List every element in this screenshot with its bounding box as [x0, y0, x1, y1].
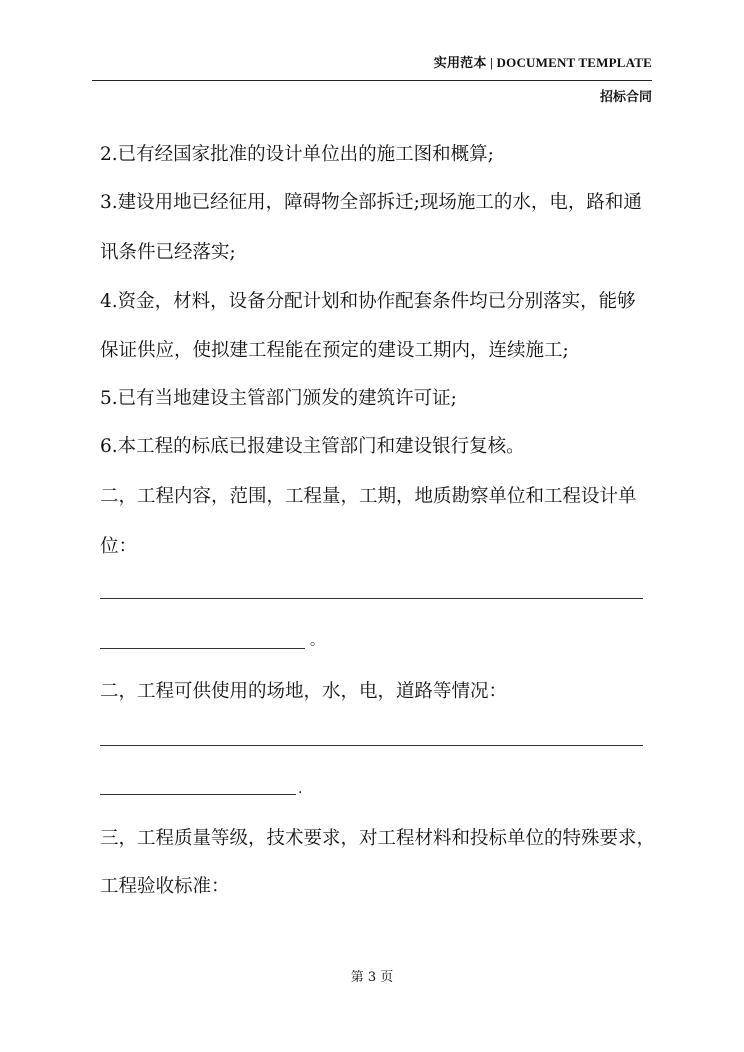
body-line-6: 5.已有当地建设主管部门颁发的建筑许可证;: [100, 388, 457, 409]
body-line-12: 工程验收标准：: [100, 876, 230, 897]
fill-in-blank-line[interactable]: [100, 598, 643, 599]
fill-in-blank-line[interactable]: [100, 794, 296, 795]
header-divider: [92, 80, 652, 81]
page-header-title: 实用范本 | DOCUMENT TEMPLATE: [433, 55, 652, 70]
page-header-subtitle: 招标合同: [599, 90, 652, 105]
body-line-1: 2.已有经国家批准的设计单位出的施工图和概算;: [100, 144, 494, 165]
body-line-8: 二，工程内容，范围，工程量，工期，地质勘察单位和工程设计单: [100, 486, 637, 507]
body-line-5: 保证供应，使拟建工程能在预定的建设工期内，连续施工;: [100, 340, 569, 361]
blank-end-punctuation: .: [298, 781, 303, 797]
body-line-3: 讯条件已经落实;: [100, 242, 236, 263]
body-line-10: 二，工程可供使用的场地，水，电，道路等情况：: [100, 681, 508, 702]
page-number: 第 3 页: [350, 970, 394, 985]
fill-in-blank-line[interactable]: [100, 745, 643, 746]
body-line-2: 3.建设用地已经征用，障碍物全部拆迁;现场施工的水，电，路和通: [100, 192, 642, 213]
body-line-11: 三，工程质量等级，技术要求，对工程材料和投标单位的特殊要求，: [100, 828, 656, 849]
blank-end-punctuation: 。: [310, 633, 324, 649]
body-line-7: 6.本工程的标底已报建设主管部门和建设银行复核。: [100, 436, 525, 457]
fill-in-blank-line[interactable]: [100, 648, 305, 649]
body-line-9: 位：: [100, 536, 138, 557]
body-line-4: 4.资金，材料，设备分配计划和协作配套条件均已分别落实，能够: [100, 291, 636, 312]
